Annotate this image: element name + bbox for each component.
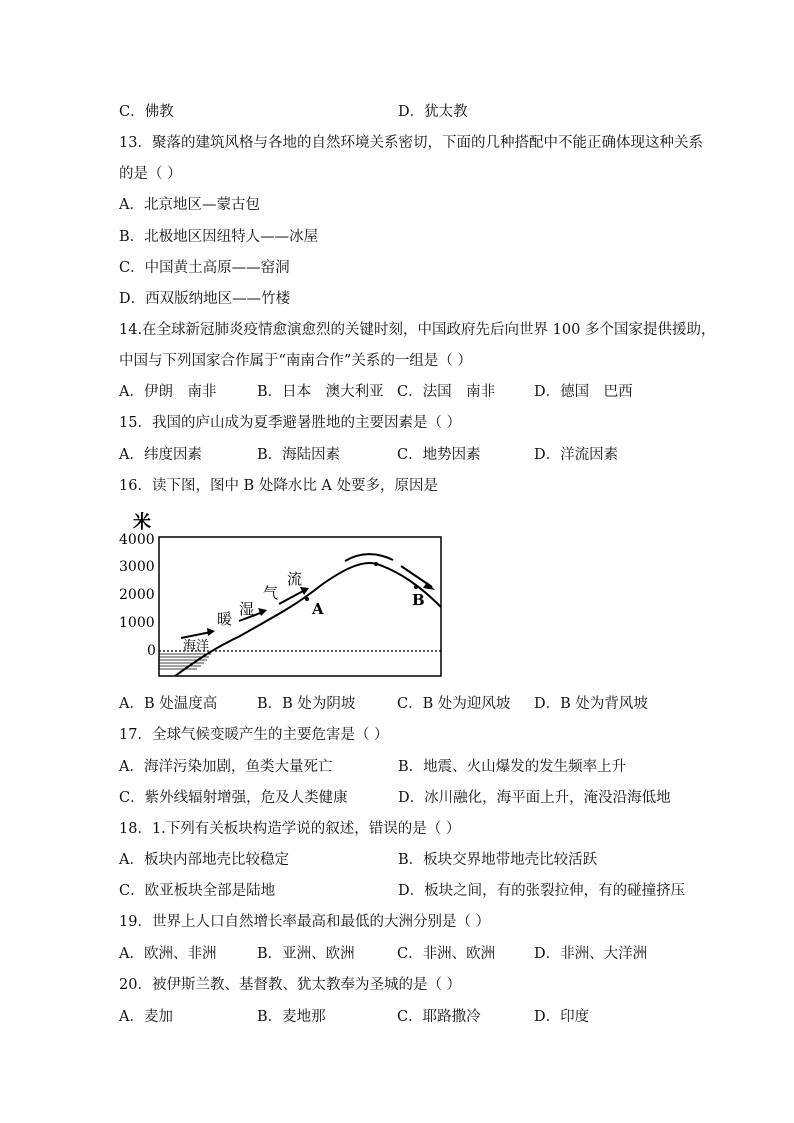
q14-stem-line2: 中国与下列国家合作属于“南南合作”关系的一组是（ ） [119,353,472,369]
q18-options-row2 [119,881,686,901]
q14-option-b: B．日本 澳大利亚 [257,384,384,400]
point-a-label: A [312,600,324,618]
q17-options-row1 [119,757,627,777]
q13-option-c: C．中国黄土高原——窑洞 [119,260,290,276]
q16-stem: 16．读下图，图中 B 处降水比 A 处要多，原因是 [119,478,439,494]
q17-options-row2 [119,788,671,808]
q19-option-b: B．亚洲、欧洲 [257,946,355,962]
airflow-word-humid: 湿 [239,600,255,618]
terrain-profile [175,563,441,676]
orographic-rain-diagram [115,508,450,688]
q20-option-a: A．麦加 [119,1009,173,1025]
tick-1000: 1000 [119,615,155,631]
tick-3000: 3000 [119,559,155,575]
q17-stem: 17．全球气候变暖产生的主要危害是（ ） [119,727,389,743]
plot-frame [159,537,441,676]
point-a-marker [305,597,309,601]
airflow-word-air: 气 [263,584,279,602]
q15-stem: 15．我国的庐山成为夏季避暑胜地的主要因素是（ ） [119,415,462,431]
q18-options-row1 [119,850,598,870]
q19-stem: 19．世界上人口自然增长率最高和最低的大洲分别是（ ） [119,914,491,930]
q14-option-d: D．德国 巴西 [534,384,633,400]
q15-option-d: D．洋流因素 [534,447,619,463]
q16-option-b: B．B 处为阴坡 [257,696,356,712]
q17-option-b: B．地震、火山爆发的发生频率上升 [398,759,627,775]
q14-stem-line1: 14.在全球新冠肺炎疫情愈演愈烈的关键时刻，中国政府先后向世界 100 多个国家提供援助， [119,322,716,338]
q17-option-a: A．海洋污染加剧，鱼类大量死亡 [119,759,333,775]
ocean-label: 海洋 [183,639,210,654]
q16-option-a: A．B 处温度高 [119,696,218,712]
point-b-marker [414,585,418,589]
q13-option-a: A．北京地区—蒙古包 [119,197,260,213]
q15-option-a: A．纬度因素 [119,447,202,463]
tick-2000: 2000 [119,587,155,603]
q18-option-b: B．板块交界地带地壳比较活跃 [398,852,598,868]
q19-option-d: D．非洲、大洋洲 [534,946,648,962]
q18-option-c: C．欧亚板块全部是陆地 [119,883,276,899]
q18-option-d: D．板块之间，有的张裂拉伸，有的碰撞挤压 [398,883,686,899]
q20-stem: 20．被伊斯兰教、基督教、犹太教奉为圣城的是（ ） [119,977,462,993]
q14-option-a: A．伊朗 南非 [119,384,217,400]
q19-option-a: A．欧洲、非洲 [119,946,217,962]
q12-option-c: C．佛教 [119,104,174,120]
q16-option-c: C．B 处为迎风坡 [397,696,511,712]
tick-4000: 4000 [119,532,155,548]
q13-stem-line2: 的是（ ） [119,166,182,182]
q20-option-c: C．耶路撒冷 [397,1009,481,1025]
q15-option-b: B．海陆因素 [257,447,341,463]
q20-option-b: B．麦地那 [257,1009,326,1025]
airflow-word-flow: 流 [287,570,303,588]
q15-option-c: C．地势因素 [397,447,481,463]
q12-option-d: D．犹太教 [398,104,468,120]
q13-stem-line1: 13．聚落的建筑风格与各地的自然环境关系密切，下面的几种搭配中不能正确体现这种关系 [119,135,703,151]
q17-option-d: D．冰川融化，海平面上升，淹没沿海低地 [398,790,671,806]
q18-option-a: A．板块内部地壳比较稳定 [119,852,289,868]
point-b-label: B [412,591,425,609]
q16-option-d: D．B 处为背风坡 [534,696,648,712]
summit-marker [374,562,378,566]
q20-option-d: D．印度 [534,1009,590,1025]
q12-options [119,102,468,122]
q18-stem: 18．1.下列有关板块构造学说的叙述，错误的是（ ） [119,821,461,837]
q19-option-c: C．非洲、欧洲 [397,946,496,962]
airflow-word-warm: 暖 [217,610,233,628]
q13-option-b: B．北极地区因纽特人——冰屋 [119,229,319,245]
tick-0: 0 [147,643,156,659]
q17-option-c: C．紫外线辐射增强，危及人类健康 [119,790,348,806]
q13-option-d: D．西双版纳地区——竹楼 [119,291,291,307]
q14-option-c: C．法国 南非 [397,384,496,400]
unit-label: 米 [133,512,151,533]
